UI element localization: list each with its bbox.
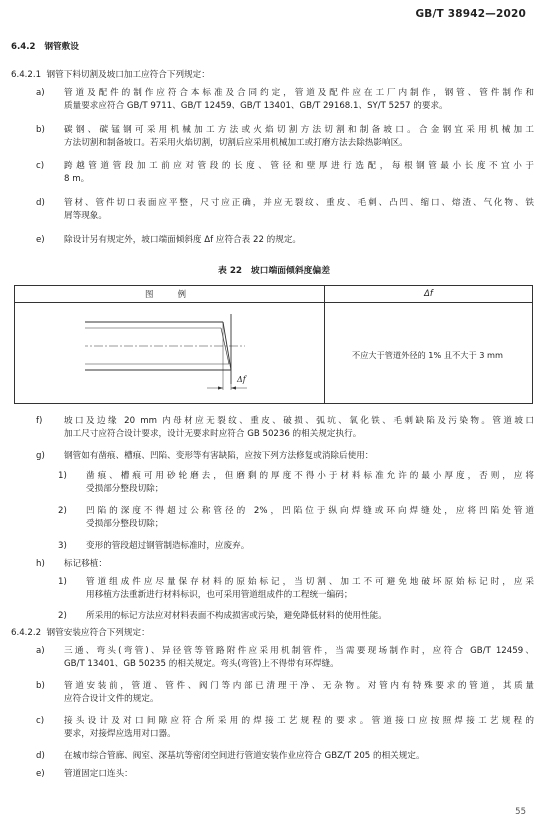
sub-item-mark: 2) (58, 611, 67, 621)
item-line: 方法切割和制备坡口。若采用火焰切割，切割后应采用机械加工或打磨方法去除热影响区。 (64, 138, 408, 148)
install-item-e (14, 768, 534, 781)
clause-number: 6.4.2.2 (11, 628, 42, 638)
clause-number: 6.4.2.1 (11, 70, 42, 80)
list-item-a (14, 87, 534, 113)
item-mark: b) (36, 681, 45, 691)
item-line: 管道安装前，管道、管件、阀门等内部已清理干净、无杂物。对管内有特殊要求的管道，其质量 (64, 681, 534, 691)
item-line: 受损部分整段切除； (86, 484, 164, 494)
item-mark: d) (36, 198, 45, 208)
item-line: 屑等现象。 (64, 211, 107, 221)
bevel-face-diagram (85, 310, 285, 402)
item-line: 要求，对接焊应选用对口器。 (64, 729, 176, 739)
item-mark: d) (36, 751, 45, 761)
install-item-c (14, 715, 534, 741)
section-number: 6.4.2 (11, 42, 36, 52)
item-line: GB/T 13401、GB 50235 的相关规定。弯头(弯管)上不得带有环焊缝。 (64, 659, 339, 669)
list-item-f (14, 415, 534, 441)
sub-item-mark: 1) (58, 471, 67, 481)
delta-f-label: Δf (237, 375, 246, 384)
table-title: 表 22 坡口端面倾斜度偏差 (217, 266, 331, 276)
table-header-delta-f: Δf (424, 288, 433, 298)
install-item-a (14, 645, 534, 671)
clause-6-4-2-1 (11, 69, 210, 82)
item-mark: a) (36, 88, 45, 98)
item-line: 所采用的标记方法应对材料表面不构成损害或污染，避免降低材料的使用性能。 (86, 611, 387, 621)
item-line: 除设计另有规定外，坡口端面倾斜度 Δf 应符合表 22 的规定。 (64, 235, 302, 245)
item-line: 接头设计及对口间隙应符合所采用的焊接工艺规程的要求。管道接口应按照焊接工艺规程的 (64, 716, 534, 726)
sub-item-g-1 (14, 470, 534, 496)
list-item-d (14, 197, 534, 223)
item-line: 管材、管件切口表面应平整，尺寸应正确，并应无裂纹、重皮、毛刺、凸凹、缩口、熔渣、气化物、铁 (64, 198, 534, 208)
item-mark: e) (36, 235, 45, 245)
item-line: 在城市综合管廊、阀室、深基坑等密闭空间进行管道安装作业应符合 GBZ/T 205 的相关规定。 (64, 751, 425, 761)
clause-text: 钢管下料切割及坡口加工应符合下列规定： (46, 70, 210, 80)
item-line: 凹陷的深度不得超过公称管径的 2%，凹陷位于纵向焊缝或环向焊缝处，应将凹陷处管道 (86, 506, 534, 516)
list-item-g (14, 450, 534, 463)
item-mark: b) (36, 125, 45, 135)
item-mark: a) (36, 646, 45, 656)
list-item-b (14, 124, 534, 150)
item-line: 管道组成件应尽量保存材料的原始标记，当切割、加工不可避免地破坏原始标记时，应采 (86, 577, 534, 587)
standard-number: GB/T 38942—2020 (415, 8, 526, 20)
page-number: 55 (515, 807, 526, 817)
sub-item-g-3 (14, 540, 534, 553)
item-line: 三通、弯头(弯管)、异径管等管路附件应采用机制管件，当需要现场制作时，应符合 GB/T 12459、 (64, 646, 534, 656)
item-line: 变形的管段超过钢管制造标准时，应废弃。 (86, 541, 250, 551)
table-column-divider (324, 286, 325, 403)
tolerance-value: 不应大于管道外径的 1% 且不大于 3 mm (352, 350, 503, 360)
sub-item-g-2 (14, 505, 534, 531)
item-line: 钢管如有凿痕、槽痕、凹陷、变形等有害缺陷，应按下列方法修复或消除后使用： (64, 451, 374, 461)
item-mark: g) (36, 451, 45, 461)
item-line: 跨越管道管段加工前应对管段的长度、管径和壁厚进行选配，每根钢管最小长度不宜小于 (64, 161, 534, 171)
item-line: 凿痕、槽痕可用砂轮磨去，但磨剩的厚度不得小于材料标准允许的最小厚度，否则，应将 (86, 471, 534, 481)
item-line: 受损部分整段切除； (86, 519, 164, 529)
sub-item-mark: 1) (58, 577, 67, 587)
sub-item-h-2 (14, 610, 534, 623)
list-item-c (14, 160, 534, 186)
item-line: 应符合设计文件的规定。 (64, 694, 159, 704)
install-item-d (14, 750, 534, 763)
section-title: 钢管敷设 (44, 42, 79, 52)
section-heading-6-4-2 (11, 41, 79, 54)
item-mark: c) (36, 161, 45, 171)
install-item-b (14, 680, 534, 706)
item-line: 碳钢、碳锰钢可采用机械加工方法或火焰切割方法切割和制备坡口。合金钢宜采用机械加工 (64, 125, 534, 135)
item-line: 质量要求应符合 GB/T 9711、GB/T 12459、GB/T 13401、GB/T 29168.1、SY/T 5257 的要求。 (64, 101, 448, 111)
list-item-h (14, 558, 534, 571)
sub-item-h-1 (14, 576, 534, 602)
item-line: 坡口及边缘 20 mm 内母材应无裂纹、重皮、破损、弧坑、氧化铁、毛刺缺陷及污染物。管道坡口 (64, 416, 534, 426)
item-mark: e) (36, 769, 45, 779)
list-item-e (14, 234, 534, 247)
item-line: 管道及配件的制作应符合本标准及合同约定，管道及配件应在工厂内制作，钢管、管件制作和 (64, 88, 534, 98)
item-line: 管道固定口连头： (64, 769, 133, 779)
item-mark: c) (36, 716, 45, 726)
item-line: 加工尺寸应符合设计要求，设计无要求时应符合 GB 50236 的相关规定执行。 (64, 429, 362, 439)
sub-item-mark: 3) (58, 541, 67, 551)
item-line: 用移植方法重新进行材料标识，也可采用管道组成件的工程统一编码； (86, 590, 353, 600)
item-line: 标记移植： (64, 559, 107, 569)
item-mark: h) (36, 559, 45, 569)
item-line: 8 m。 (64, 174, 90, 184)
table-header-legend: 图 例 (144, 289, 195, 299)
clause-text: 钢管安装应符合下列规定： (46, 628, 150, 638)
bevel-deviation-table (14, 285, 533, 404)
sub-item-mark: 2) (58, 506, 67, 516)
clause-6-4-2-2 (11, 627, 150, 640)
item-mark: f) (36, 416, 43, 426)
